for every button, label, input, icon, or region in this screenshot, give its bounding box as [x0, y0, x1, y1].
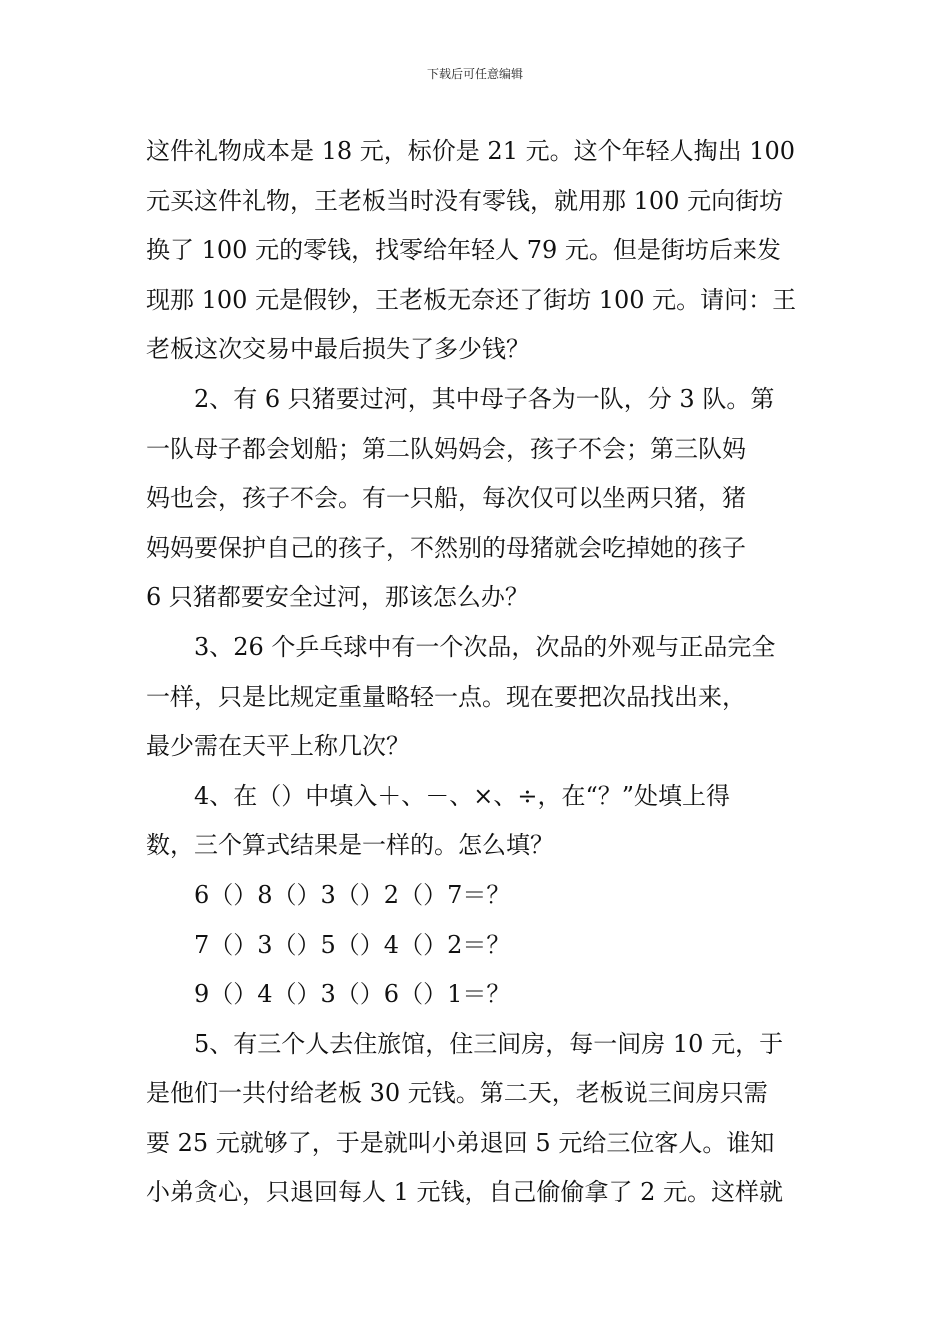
equation-line: 9（）4（）3（）6（）1＝？	[194, 980, 511, 1009]
equation-line: 6（）8（）3（）2（）7＝？	[194, 880, 511, 909]
text-line: 6 只猪都要安全过河，那该怎么办？	[146, 583, 529, 612]
equation-line: 7（）3（）5（）4（）2＝？	[194, 930, 511, 959]
text-line: 换了 100 元的零钱，找零给年轻人 79 元。但是街坊后来发	[146, 236, 781, 265]
text-line: 一队母子都会划船；第二队妈妈会，孩子不会；第三队妈	[146, 434, 746, 463]
text-line: 要 25 元就够了，于是就叫小弟退回 5 元给三位客人。谁知	[146, 1128, 775, 1157]
text-line: 是他们一共付给老板 30 元钱。第二天，老板说三间房只需	[146, 1079, 768, 1108]
text-line: 这件礼物成本是 18 元，标价是 21 元。这个年轻人掏出 100	[146, 137, 796, 165]
text-line: 3、26 个乒乓球中有一个次品，次品的外观与正品完全	[194, 632, 776, 661]
text-line: 妈也会，孩子不会。有一只船，每次仅可以坐两只猪，猪	[146, 484, 746, 513]
text-line: 现那 100 元是假钞，王老板无奈还了街坊 100 元。请问：王	[146, 285, 797, 314]
text-line: 4、在（）中填入＋、－、×、÷，在“？”处填上得	[194, 781, 731, 810]
text-line: 最少需在天平上称几次？	[146, 732, 410, 761]
page-header: 下载后可任意编辑	[426, 67, 523, 81]
text-line: 数，三个算式结果是一样的。怎么填？	[146, 831, 554, 860]
text-line: 元买这件礼物，王老板当时没有零钱，就用那 100 元向街坊	[146, 186, 784, 215]
text-line: 2、有 6 只猪要过河，其中母子各为一队，分 3 队。第	[194, 384, 775, 413]
text-line: 5、有三个人去住旅馆，住三间房，每一间房 10 元，于	[194, 1029, 784, 1058]
text-line: 妈妈要保护自己的孩子，不然别的母猪就会吃掉她的孩子	[146, 533, 746, 562]
text-line: 小弟贪心，只退回每人 1 元钱，自己偷偷拿了 2 元。这样就	[146, 1178, 784, 1207]
document-body	[146, 127, 811, 1218]
text-line: 老板这次交易中最后损失了多少钱？	[146, 335, 530, 364]
text-line: 一样，只是比规定重量略轻一点。现在要把次品找出来，	[146, 682, 746, 711]
